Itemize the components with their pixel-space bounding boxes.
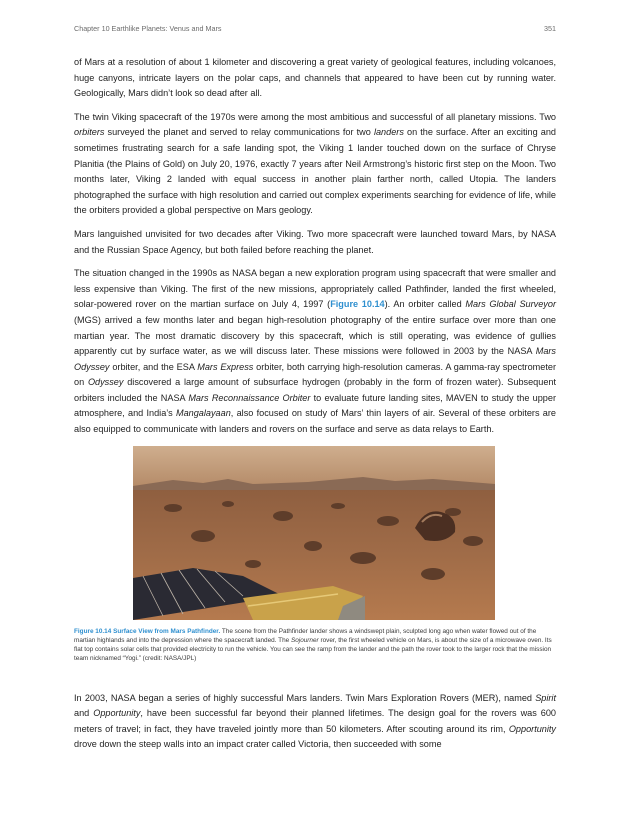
figure-caption: [74, 627, 556, 663]
text-run: surveyed the planet and served to relay communications for two: [104, 127, 374, 138]
text-run: and: [74, 708, 94, 719]
emphasized-term: Mangalayaan: [175, 408, 231, 419]
body-text: [74, 55, 556, 438]
text-run: orbiter, and the ESA: [109, 361, 198, 372]
text-run: , also focused on study of Mars’ thin layers of air. Several of these orbiters are also equipped to communicate with landers and rovers on the surface and serve as data relays to Earth.: [74, 408, 556, 435]
page-content: [74, 55, 556, 761]
paragraph: [74, 266, 556, 438]
text-run: discovered a large amount of subsurface hydrogen (probably in the form of frozen water). Subsequent orbiters included the NASA: [74, 377, 556, 403]
text-run: The twin Viking spacecraft of the 1970s were among the most ambitious and successful of all planetary missions. Two: [74, 111, 556, 122]
emphasized-term: Opportunity: [93, 708, 141, 719]
text-run: The scene from the Pathfinder lander shows a windswept plain, sculpted long ago when water flowed out of the martian highlands and into the depression where the spacecraft landed. The: [74, 627, 537, 644]
text-run: , have been successful far beyond their planned lifetimes. The design goal for the rovers was 600 meters of travel; in fact, they have traveled jointly more than 50 kilometers. After scouting around its rim,: [74, 708, 557, 734]
emphasized-term: orbiters: [74, 127, 105, 138]
figure-title: Surface View from Mars Pathfinder.: [113, 627, 221, 635]
page-header: [74, 24, 556, 33]
emphasized-term: Spirit: [535, 692, 556, 703]
emphasized-term: Opportunity: [508, 723, 556, 734]
figure-10-14: [74, 446, 556, 663]
text-run: drove down the steep walls into an impact crater called Victoria, then succeeded with some: [74, 739, 442, 750]
paragraph: [74, 55, 556, 102]
emphasized-term: landers: [373, 127, 404, 138]
text-run: (MGS) arrived a few months later and began high-resolution photography of the entire surface over more than one martian year. The most dramatic discovery by this spacecraft, which is still operating, was evidence of gullies apparently cut by surface water, as we will discuss later. These missions were followed in 2003 by the NASA: [74, 314, 556, 357]
text-run: orbiter, both carrying high-resolution cameras. A gamma-ray spectrometer on: [74, 361, 556, 388]
figure-reference-link[interactable]: Figure 10.14: [330, 299, 385, 310]
text-run: In 2003, NASA began a series of highly successful Mars landers. Twin Mars Exploration Rovers (MER), named: [74, 692, 536, 703]
text-run: The situation changed in the 1990s as NASA began a new exploration program using spacecraft that were smaller and less expensive than Viking. The first of the new missions, appropriately called Pathfinder, landed the first wheeled, solar-powered rover on the martian surface on July 4, 1997 (: [74, 268, 556, 310]
mars-pathfinder-photo: [133, 446, 495, 620]
text-run: rover, the first wheeled vehicle on Mars, is about the size of a microwave oven. Its flat top contains solar cells that provided electricity to run the vehicle. You can see the ramp from the lander and the path the rover took to the larger rock that the mission team nicknamed “Yogi.” (credit: NASA/JPL): [74, 636, 552, 662]
page-number: 351: [544, 24, 556, 33]
emphasized-term: Sojourner: [290, 636, 319, 644]
emphasized-term: Mars Reconnaissance Orbiter: [188, 392, 311, 403]
emphasized-term: Odyssey: [87, 377, 124, 388]
chapter-title: Chapter 10 Earthlike Planets: Venus and Mars: [74, 24, 222, 33]
paragraph: [74, 227, 556, 258]
text-run: to evaluate future landing sites, MAVEN to study the upper atmosphere, and India’s: [74, 392, 556, 419]
emphasized-term: Mars Odyssey: [74, 346, 556, 372]
text-run: Mars languished unvisited for two decades after Viking. Two more spacecraft were launched toward Mars, by NASA and the Russian Space Agency, but both failed before reaching the planet.: [74, 228, 556, 255]
paragraph: [74, 691, 556, 753]
emphasized-term: Mars Express: [197, 361, 254, 372]
paragraph: [74, 110, 556, 219]
body-text-continued: [74, 691, 556, 753]
text-run: ). An orbiter called: [384, 299, 466, 310]
emphasized-term: Mars Global Surveyor: [465, 299, 556, 310]
text-run: on the surface. After an exciting and sometimes frustrating search for a safe landing spot, the Viking 1 lander touched down on the surface of Chryse Planitia (the Plains of Gold) on July 20, 1976, exactly 7 years after Neil Armstrong’s historic first step on the Moon. Two months later, Viking 2 landed with equal success in another plain farther north, called Utopia. The landers photographed the surface with high resolution and carried out complex experiments searching for evidence of life, while the orbiters provided a global perspective on Mars geology.: [74, 127, 556, 216]
figure-label: Figure 10.14: [74, 627, 112, 635]
text-run: of Mars at a resolution of about 1 kilometer and discovering a great variety of geological features, including volcanoes, huge canyons, intricate layers on the polar caps, and channels that appeared to have been cut by running water. Geologically, Mars didn’t look so dead after all.: [74, 57, 556, 99]
